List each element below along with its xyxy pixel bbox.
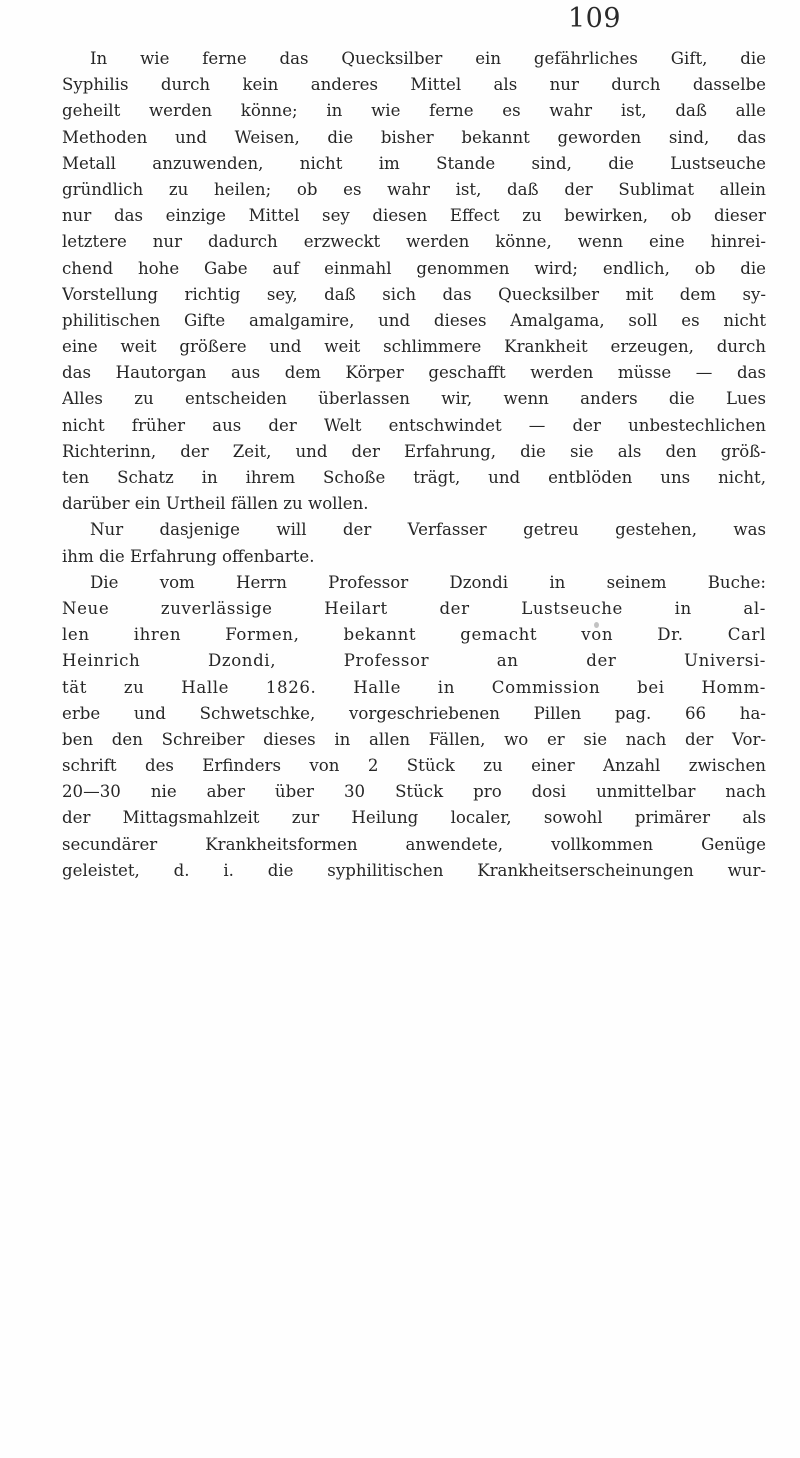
- text-line: secundärer Krankheitsformen anwendete, vollkommen Genüge: [62, 834, 766, 854]
- text-line: Metall anzuwenden, nicht im Stande sind, die Lustseuche: [62, 153, 766, 173]
- text-line: Vorstellung richtig sey, daß sich das Quecksilber mit dem sy-: [62, 284, 766, 304]
- text-line: ten Schatz in ihrem Schoße trägt, und entblöden uns nicht,: [62, 468, 766, 487]
- text-line: Methoden und Weisen, die bisher bekannt geworden sind, das: [62, 127, 766, 147]
- text-line: 20—30 nie aber über 30 Stück pro dosi unmittelbar nach: [62, 782, 766, 802]
- text-line: Richterinn, der Zeit, und der Erfahrung, die sie als den größ-: [62, 441, 766, 461]
- text-line: Syphilis durch kein anderes Mittel als nur durch dasselbe: [62, 75, 766, 95]
- text-line: eine weit größere und weit schlimmere Krankheit erzeugen, durch: [62, 337, 766, 357]
- text-line: len ihren Formen, bekannt gemacht von Dr. Carl: [62, 625, 766, 645]
- text-line: Nur dasjenige will der Verfasser getreu gestehen, was: [90, 520, 766, 540]
- text-line: Alles zu entscheiden überlassen wir, wenn anders die Lues: [62, 389, 766, 409]
- text-line: nicht früher aus der Welt entschwindet — der unbestechlichen: [62, 415, 766, 435]
- text-line: geleistet, d. i. die syphilitischen Krankheitserscheinungen wur-: [62, 860, 766, 880]
- text-line: In wie ferne das Quecksilber ein gefährliches Gift, die: [90, 49, 766, 68]
- text-line: Neue zuverlässige Heilart der Lustseuche in al-: [62, 598, 766, 618]
- text-line: erbe und Schwetschke, vorgeschriebenen Pillen pag. 66 ha-: [62, 703, 766, 723]
- text-line: nur das einzige Mittel sey diesen Effect zu bewirken, ob dieser: [62, 206, 766, 226]
- text-line: gründlich zu heilen; ob es wahr ist, daß der Sublimat allein: [62, 179, 766, 199]
- text-line: der Mittagsmahlzeit zur Heilung localer, sowohl primärer als: [62, 808, 766, 828]
- text-line: das Hautorgan aus dem Körper geschafft werden müsse — das: [62, 363, 766, 383]
- page-number: 109: [568, 3, 622, 34]
- text-line: philitischen Gifte amalgamire, und dieses Amalgama, soll es nicht: [62, 310, 766, 330]
- body-text: [62, 46, 766, 884]
- text-line: ben den Schreiber dieses in allen Fällen, wo er sie nach der Vor-: [62, 729, 766, 749]
- text-line: Die vom Herrn Professor Dzondi in seinem Buche:: [90, 572, 766, 592]
- text-line: ihm die Erfahrung offenbarte.: [62, 546, 315, 566]
- text-line: geheilt werden könne; in wie ferne es wahr ist, daß alle: [62, 101, 766, 121]
- text-line: chend hohe Gabe auf einmahl genommen wird; endlich, ob die: [62, 258, 766, 278]
- text-line: darüber ein Urtheil fällen zu wollen.: [62, 494, 369, 514]
- text-line: tät zu Halle 1826. Halle in Commission bei Homm-: [62, 677, 766, 697]
- text-line: letztere nur dadurch erzweckt werden könne, wenn eine hinrei-: [62, 232, 766, 252]
- text-line: schrift des Erfinders von 2 Stück zu einer Anzahl zwischen: [62, 756, 766, 776]
- text-line: Heinrich Dzondi, Professor an der Universi-: [62, 651, 766, 671]
